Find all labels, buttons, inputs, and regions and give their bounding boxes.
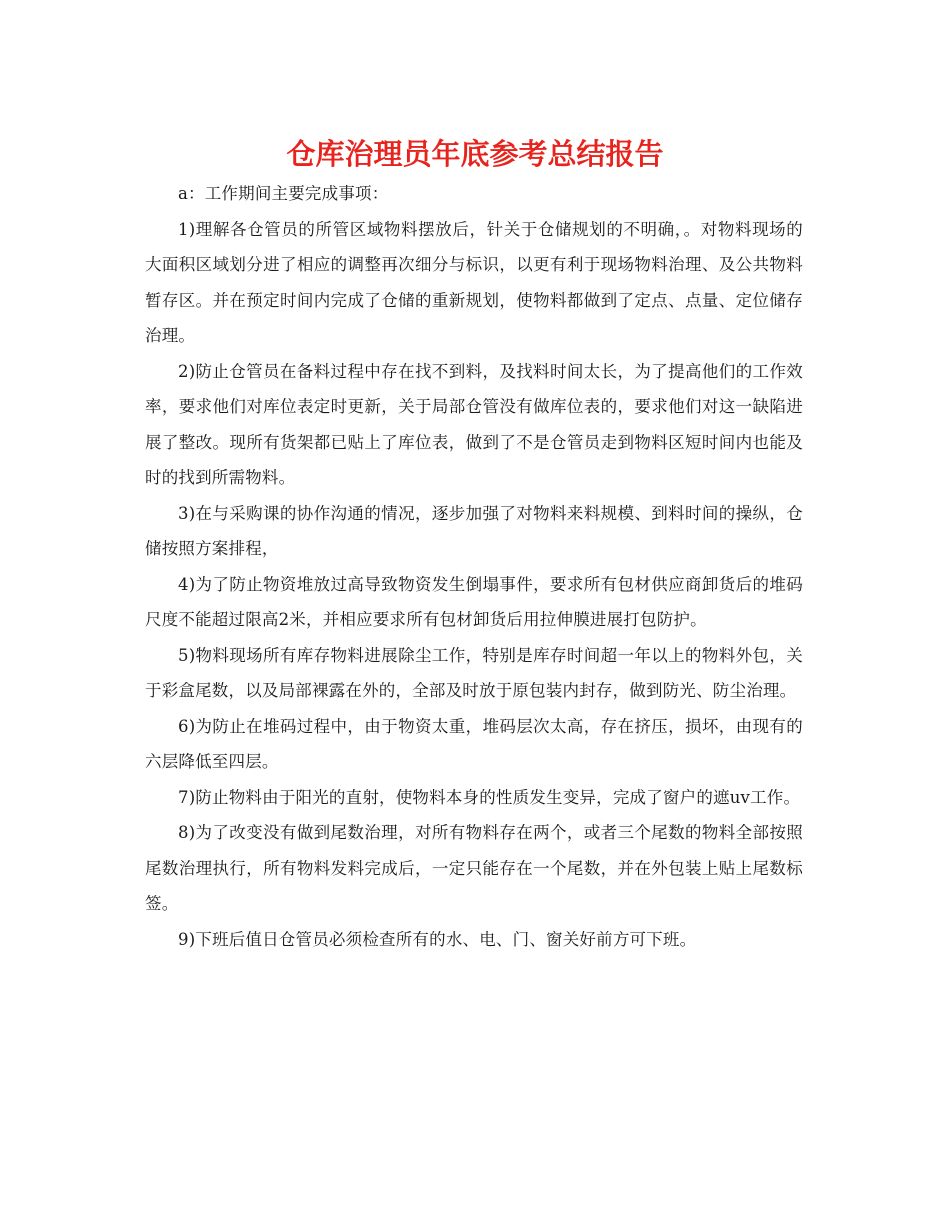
section-heading: a：工作期间主要完成事项： xyxy=(178,184,389,203)
list-item-7: 7)防止物料由于阳光的直射，使物料本身的性质发生变异，完成了窗户的遮uv工作。 xyxy=(178,787,801,807)
list-item-4: 4)为了防止物资堆放过高导致物资发生倒塌事件，要求所有包材供应商卸货后的堆码尺度不能超过限高2米，并相应要求所有包材卸货后用拉伸膜进展打包防护。 xyxy=(145,574,803,629)
list-item-8: 8)为了改变没有做到尾数治理，对所有物料存在两个，或者三个尾数的物料全部按照尾数治理执行，所有物料发料完成后，一定只能存在一个尾数，并在外包装上贴上尾数标签。 xyxy=(145,823,803,913)
list-item-5: 5)物料现场所有库存物料进展除尘工作，特别是库存时间超一年以上的物料外包，关于彩盒尾数，以及局部裸露在外的，全部及时放于原包装内封存，做到防光、防尘治理。 xyxy=(145,645,803,700)
document-title: 仓库治理员年底参考总结报告 xyxy=(286,137,664,171)
list-item-3: 3)在与采购课的协作沟通的情况，逐步加强了对物料来料规模、到料时间的操纵，仓储按照方案排程， xyxy=(145,503,803,558)
list-item-1: 1)理解各仓管员的所管区域物料摆放后，针关于仓储规划的不明确，。对物料现场的大面积区域划分进了相应的调整再次细分与标识，以更有利于现场物料治理、及公共物料暂存区。并在预定时间内完成了仓储的重新规划，使物料都做到了定点、点量、定位储存治理。 xyxy=(145,219,803,345)
document-body xyxy=(145,176,803,957)
list-item-6: 6)为防止在堆码过程中，由于物资太重，堆码层次太高，存在挤压，损坏，由现有的六层降低至四层。 xyxy=(145,716,803,771)
list-item-9: 9)下班后值日仓管员必须检查所有的水、电、门、窗关好前方可下班。 xyxy=(178,929,697,949)
list-item-2: 2)防止仓管员在备料过程中存在找不到料，及找料时间太长，为了提高他们的工作效率，要求他们对库位表定时更新，关于局部仓管没有做库位表的，要求他们对这一缺陷进展了整改。现所有货架都已贴上了库位表，做到了不是仓管员走到物料区短时间内也能及时的找到所需物料。 xyxy=(145,361,803,487)
